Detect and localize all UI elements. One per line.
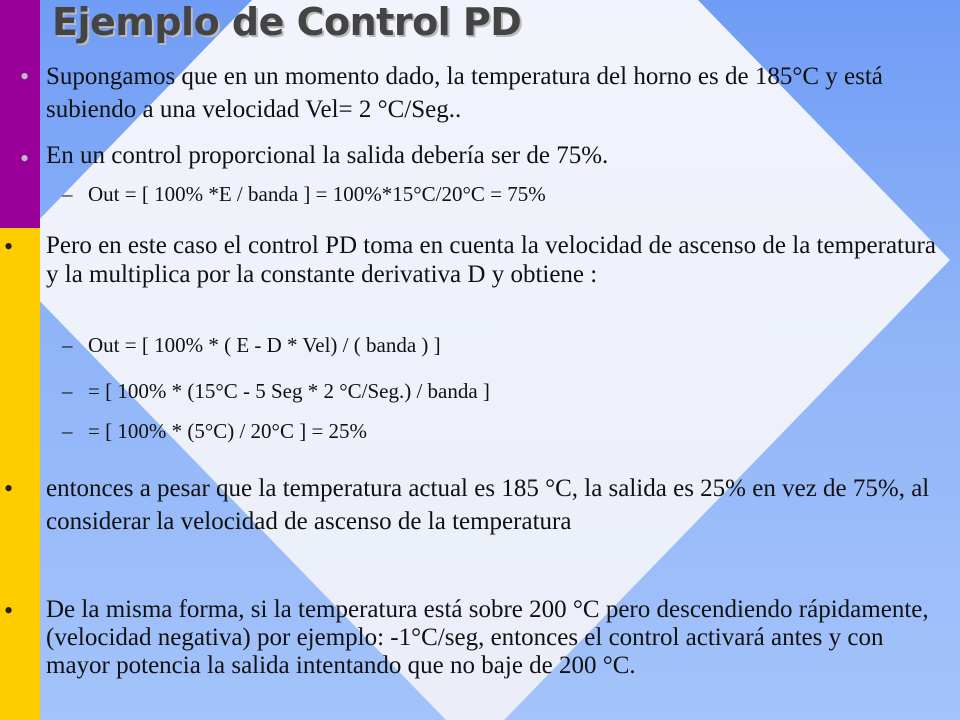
dash-marker: – bbox=[62, 333, 73, 357]
dash-marker: – bbox=[62, 379, 73, 403]
bullet-3-text: Pero en este caso el control PD toma en cuenta la velocidad de ascenso de la temperatura y la multiplica por la constante derivativa D y obtiene : bbox=[46, 232, 936, 288]
bullet-marker: • bbox=[4, 596, 14, 625]
bullet-5-text: De la misma forma, si la temperatura está sobre 200 °C pero descendiendo rápidamente, (velocidad negativa) por ejemplo: -1°C/seg, entonces el control activará antes y con mayor potencia la salida intentando que no baje de 200 °C. bbox=[46, 596, 929, 679]
bullet-3-sub-1: Out = [ 100% * ( E - D * Vel) / ( banda ) ] bbox=[88, 333, 441, 357]
bullet-marker: • bbox=[20, 144, 30, 173]
slide-title: Ejemplo de Control PD bbox=[52, 0, 522, 44]
bullet-1-text: Supongamos que en un momento dado, la temperatura del horno es de 185°C y está subiendo a una velocidad Vel= 2 °C/Seg.. bbox=[46, 63, 883, 123]
bullet-3-sub-2: = [ 100% * (15°C - 5 Seg * 2 °C/Seg.) / banda ] bbox=[88, 379, 490, 403]
dash-marker: – bbox=[62, 182, 73, 206]
bullet-4-text: entonces a pesar que la temperatura actual es 185 °C, la salida es 25% en vez de 75%, al considerar la velocidad de ascenso de la temperatura bbox=[46, 475, 930, 535]
bullet-2-sub-1: Out = [ 100% *E / banda ] = 100%*15°C/20°C = 75% bbox=[88, 182, 546, 206]
bullet-2-text: En un control proporcional la salida debería ser de 75%. bbox=[46, 142, 609, 169]
bullet-3-sub-3: = [ 100% * (5°C) / 20°C ] = 25% bbox=[88, 419, 368, 443]
bullet-marker: • bbox=[4, 232, 14, 261]
dash-marker: – bbox=[62, 419, 73, 443]
bullet-marker: • bbox=[4, 474, 14, 503]
bullet-marker: • bbox=[20, 62, 30, 91]
